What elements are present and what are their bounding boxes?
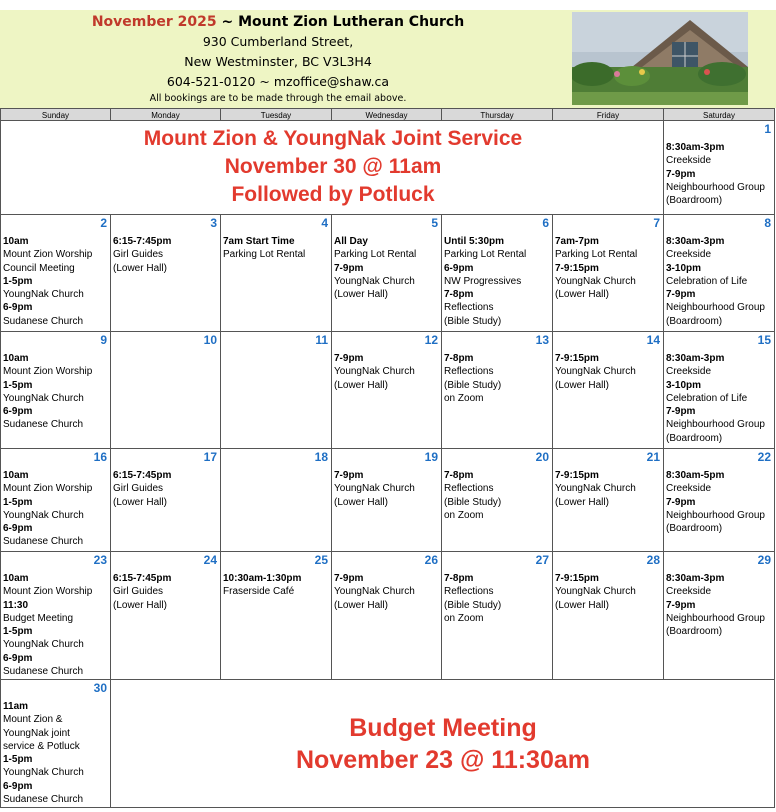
day-cell-3 [111, 215, 221, 332]
event-list [334, 235, 439, 301]
event-description: Sudanese Church [3, 666, 84, 678]
event-time: 7am Start Time [223, 236, 295, 247]
event-time: Until 5:30pm [444, 236, 505, 247]
event-time: 1-5pm [3, 379, 33, 391]
event-description: (Lower Hall) [113, 599, 167, 611]
event-description: YoungNak Church [3, 289, 84, 301]
budget-meeting-banner [111, 712, 775, 776]
event-description: Girl Guides [113, 483, 164, 495]
banner-line: Followed by Potluck [231, 183, 435, 206]
event-description: YoungNak Church [3, 767, 84, 779]
weekday-sunday: Sunday [0, 108, 111, 121]
day-cell-22 [664, 449, 775, 552]
event-description: Mount Zion Worship [3, 249, 93, 261]
event-description: Sudanese Church [3, 419, 84, 431]
date-number: 24 [203, 553, 217, 567]
event-description: Mount Zion & [3, 714, 63, 726]
event-description: YoungNak Church [555, 586, 636, 598]
event-description: Neighbourhood Group [666, 181, 765, 193]
event-description: Creekside [666, 155, 712, 167]
event-description: YoungNak Church [334, 275, 415, 287]
event-time: 6:15-7:45pm [113, 573, 172, 584]
event-time: 11:30 [3, 599, 29, 611]
weekday-thursday: Thursday [442, 108, 553, 121]
weekday-tuesday: Tuesday [221, 108, 332, 121]
event-list [113, 235, 218, 275]
event-description: (Bible Study) [444, 599, 502, 611]
event-description: YoungNak Church [334, 483, 415, 495]
event-time: 7-9pm [666, 599, 696, 611]
event-time: 10am [3, 236, 29, 247]
day-cell-7 [553, 215, 664, 332]
event-time: 6:15-7:45pm [113, 470, 172, 481]
event-description: Reflections [444, 586, 494, 598]
month-label: November 2025 [91, 14, 217, 30]
date-number: 22 [757, 450, 771, 464]
date-number: 26 [424, 553, 438, 567]
event-time: 7-9:15pm [555, 573, 599, 584]
day-cell-15 [664, 332, 775, 449]
weekday-monday: Monday [111, 108, 221, 121]
event-list [3, 700, 108, 806]
event-description: YoungNak Church [555, 483, 636, 495]
day-cell-30 [0, 680, 111, 808]
event-description: (Bible Study) [444, 379, 502, 391]
event-time: 6:15-7:45pm [113, 236, 172, 247]
event-description: (Lower Hall) [334, 289, 388, 301]
event-description: Parking Lot Rental [555, 249, 638, 261]
event-time: 6-9pm [3, 780, 33, 792]
day-cell-8 [664, 215, 775, 332]
event-description: Celebration of Life [666, 275, 748, 287]
date-number: 21 [646, 450, 660, 464]
day-cell-27 [442, 552, 553, 680]
event-description: (Lower Hall) [555, 599, 609, 611]
calendar-header [0, 0, 776, 108]
banner-line: November 23 @ 11:30am [296, 746, 590, 774]
banner-line: Budget Meeting [349, 714, 537, 742]
event-description: YoungNak Church [3, 509, 84, 521]
event-time: 7-9pm [334, 262, 364, 274]
event-time: 7-9pm [334, 353, 364, 364]
event-time: 8:30am-3pm [666, 142, 725, 153]
event-time: 7-8pm [444, 470, 474, 481]
event-time: 7-9:15pm [555, 470, 599, 481]
church-photo [572, 12, 748, 105]
date-number: 27 [535, 553, 549, 567]
day-cell-25 [221, 552, 332, 680]
event-list [334, 469, 439, 509]
address-line-2: New Westminster, BC V3L3H4 [184, 54, 372, 69]
event-list [444, 572, 550, 625]
event-description: YoungNak Church [334, 586, 415, 598]
event-description: YoungNak Church [3, 639, 84, 651]
event-description: (Lower Hall) [555, 289, 609, 301]
event-list [666, 352, 772, 445]
event-description: Reflections [444, 366, 494, 378]
date-number: 20 [535, 450, 549, 464]
date-number: 5 [431, 216, 438, 230]
booking-note: All bookings are to be made through the email above. [149, 93, 407, 104]
event-time: 1-5pm [3, 754, 33, 766]
event-description: Reflections [444, 483, 494, 495]
event-time: 3-10pm [666, 379, 702, 391]
date-number: 18 [314, 450, 328, 464]
event-time: All Day [334, 236, 368, 247]
event-description: Creekside [666, 366, 712, 378]
event-list [3, 572, 108, 678]
day-cell-9 [0, 332, 111, 449]
event-time: 7-9:15pm [555, 262, 599, 274]
day-cell-28 [553, 552, 664, 680]
event-time: 8:30am-3pm [666, 236, 725, 247]
banner-line: Mount Zion & YoungNak Joint Service [143, 127, 523, 150]
event-description: (Lower Hall) [113, 262, 167, 274]
day-cell-14 [553, 332, 664, 449]
day-cell-23 [0, 552, 111, 680]
date-number: 25 [314, 553, 328, 567]
date-number: 7 [653, 216, 660, 230]
event-description: Reflections [444, 302, 494, 314]
weekday-wednesday: Wednesday [332, 108, 442, 121]
event-list [3, 469, 108, 549]
event-description: YoungNak Church [555, 275, 636, 287]
day-cell-29 [664, 552, 775, 680]
event-time: 1-5pm [3, 496, 33, 508]
event-description: (Boardroom) [666, 626, 723, 638]
date-number: 1 [764, 122, 771, 136]
date-number: 16 [93, 450, 107, 464]
weekday-saturday: Saturday [664, 108, 775, 121]
event-description: (Lower Hall) [113, 496, 167, 508]
header-text [0, 12, 556, 106]
event-time: 7-8pm [444, 573, 474, 584]
date-number: 19 [424, 450, 438, 464]
church-name: Mount Zion Lutheran Church [238, 14, 465, 30]
event-list [555, 352, 661, 392]
event-list [113, 469, 218, 509]
day-cell-16 [0, 449, 111, 552]
joint-service-banner-cell [0, 121, 664, 215]
event-time: 7-8pm [444, 353, 474, 364]
event-list [666, 235, 772, 328]
date-number: 9 [100, 333, 107, 347]
date-number: 14 [646, 333, 660, 347]
calendar-grid [0, 108, 776, 810]
date-number: 30 [93, 681, 107, 695]
event-list [666, 469, 772, 535]
event-time: 10:30am-1:30pm [223, 573, 302, 584]
day-cell-12 [332, 332, 442, 449]
event-time: 1-5pm [3, 626, 33, 638]
event-description: Creekside [666, 483, 712, 495]
event-description: YoungNak Church [555, 366, 636, 378]
address-line-1: 930 Cumberland Street, [202, 34, 354, 49]
event-list [3, 235, 108, 328]
event-description: Parking Lot Rental [444, 249, 527, 261]
event-description: on Zoom [444, 392, 484, 404]
event-list [223, 572, 329, 599]
event-time: 7-9pm [334, 470, 364, 481]
event-description: (Boardroom) [666, 315, 723, 327]
event-list [3, 352, 108, 432]
event-list [334, 352, 439, 392]
day-cell-19 [332, 449, 442, 552]
event-description: Fraserside Café [223, 586, 295, 598]
event-time: 11am [3, 701, 29, 712]
event-description: Neighbourhood Group [666, 612, 765, 624]
event-list [223, 235, 329, 262]
event-description: Celebration of Life [666, 392, 748, 404]
day-cell-17 [111, 449, 221, 552]
event-time: 8:30am-3pm [666, 573, 725, 584]
event-description: service & Potluck [3, 740, 80, 752]
event-description: Mount Zion Worship [3, 483, 93, 495]
event-list [334, 572, 439, 612]
event-list [444, 469, 550, 522]
date-number: 23 [93, 553, 107, 567]
event-description: Sudanese Church [3, 536, 84, 548]
event-description: Sudanese Church [3, 794, 84, 806]
day-cell-24 [111, 552, 221, 680]
event-time: 6-9pm [3, 652, 33, 664]
event-time: 10am [3, 353, 29, 364]
event-list [666, 572, 772, 638]
event-time: 7-9pm [666, 496, 696, 508]
date-number: 2 [100, 216, 107, 230]
event-time: 8:30am-5pm [666, 470, 725, 481]
event-description: Parking Lot Rental [334, 249, 417, 261]
event-list [444, 352, 550, 405]
calendar-title [0, 12, 556, 32]
day-cell-1 [664, 121, 775, 215]
day-cell-6 [442, 215, 553, 332]
banner-line: November 30 @ 11am [224, 155, 442, 178]
event-description: Creekside [666, 586, 712, 598]
date-number: 13 [535, 333, 549, 347]
event-time: 7-9pm [666, 289, 696, 301]
event-description: (Lower Hall) [555, 496, 609, 508]
event-description: Parking Lot Rental [223, 249, 306, 261]
event-description: YoungNak Church [334, 366, 415, 378]
event-description: (Bible Study) [444, 315, 502, 327]
event-description: Girl Guides [113, 249, 164, 261]
event-description: Girl Guides [113, 586, 164, 598]
date-number: 4 [321, 216, 328, 230]
event-description: YoungNak joint [3, 727, 70, 739]
event-list [113, 572, 218, 612]
event-list [555, 572, 661, 612]
day-cell-13 [442, 332, 553, 449]
date-number: 17 [203, 450, 217, 464]
event-description: (Lower Hall) [555, 379, 609, 391]
date-number: 15 [757, 333, 771, 347]
event-time: 7-9pm [666, 406, 696, 418]
day-cell-5 [332, 215, 442, 332]
event-description: on Zoom [444, 612, 484, 624]
event-list [555, 469, 661, 509]
date-number: 28 [646, 553, 660, 567]
date-number: 12 [424, 333, 438, 347]
event-time: 3-10pm [666, 262, 702, 274]
event-description: on Zoom [444, 509, 484, 521]
event-description: YoungNak Church [3, 392, 84, 404]
event-list [666, 141, 772, 207]
event-time: 10am [3, 470, 29, 481]
event-time: 6-9pm [444, 262, 474, 274]
event-list [444, 235, 550, 328]
day-cell-21 [553, 449, 664, 552]
event-time: 6-9pm [3, 406, 33, 418]
event-description: (Lower Hall) [334, 496, 388, 508]
budget-meeting-banner-cell [111, 680, 775, 808]
event-description: (Boardroom) [666, 523, 723, 535]
day-cell-26 [332, 552, 442, 680]
event-description: Budget Meeting [3, 612, 74, 624]
day-cell-11 [221, 332, 332, 449]
date-number: 10 [203, 333, 217, 347]
event-description: (Lower Hall) [334, 379, 388, 391]
date-number: 3 [210, 216, 217, 230]
event-time: 8:30am-3pm [666, 353, 725, 364]
event-description: Creekside [666, 249, 712, 261]
event-description: Neighbourhood Group [666, 419, 765, 431]
date-number: 11 [315, 333, 328, 347]
event-time: 6-9pm [3, 302, 33, 314]
event-time: 7-9pm [666, 168, 696, 180]
joint-service-banner [1, 125, 664, 209]
event-time: 7-9:15pm [555, 353, 599, 364]
day-cell-18 [221, 449, 332, 552]
event-description: Mount Zion Worship [3, 586, 93, 598]
contact-line: 604-521-0120 ~ mzoffice@shaw.ca [166, 74, 390, 89]
event-list [555, 235, 661, 301]
day-cell-2 [0, 215, 111, 332]
event-description: Neighbourhood Group [666, 302, 765, 314]
event-description: Neighbourhood Group [666, 509, 765, 521]
date-number: 8 [764, 216, 771, 230]
event-time: 7-8pm [444, 289, 474, 301]
event-description: Sudanese Church [3, 315, 84, 327]
date-number: 6 [542, 216, 549, 230]
event-description: Mount Zion Worship [3, 366, 93, 378]
weekday-friday: Friday [553, 108, 664, 121]
event-time: 1-5pm [3, 275, 33, 287]
event-time: 7-9pm [334, 573, 364, 584]
day-cell-4 [221, 215, 332, 332]
event-description: (Lower Hall) [334, 599, 388, 611]
title-separator: ~ [216, 14, 239, 30]
event-description: NW Progressives [444, 275, 522, 287]
event-description: (Boardroom) [666, 432, 723, 444]
date-number: 29 [757, 553, 771, 567]
event-description: (Bible Study) [444, 496, 502, 508]
event-time: 10am [3, 573, 29, 584]
event-time: 6-9pm [3, 523, 33, 535]
event-description: (Boardroom) [666, 195, 723, 207]
day-cell-20 [442, 449, 553, 552]
day-cell-10 [111, 332, 221, 449]
event-time: 7am-7pm [555, 236, 599, 247]
event-description: Council Meeting [3, 262, 75, 274]
